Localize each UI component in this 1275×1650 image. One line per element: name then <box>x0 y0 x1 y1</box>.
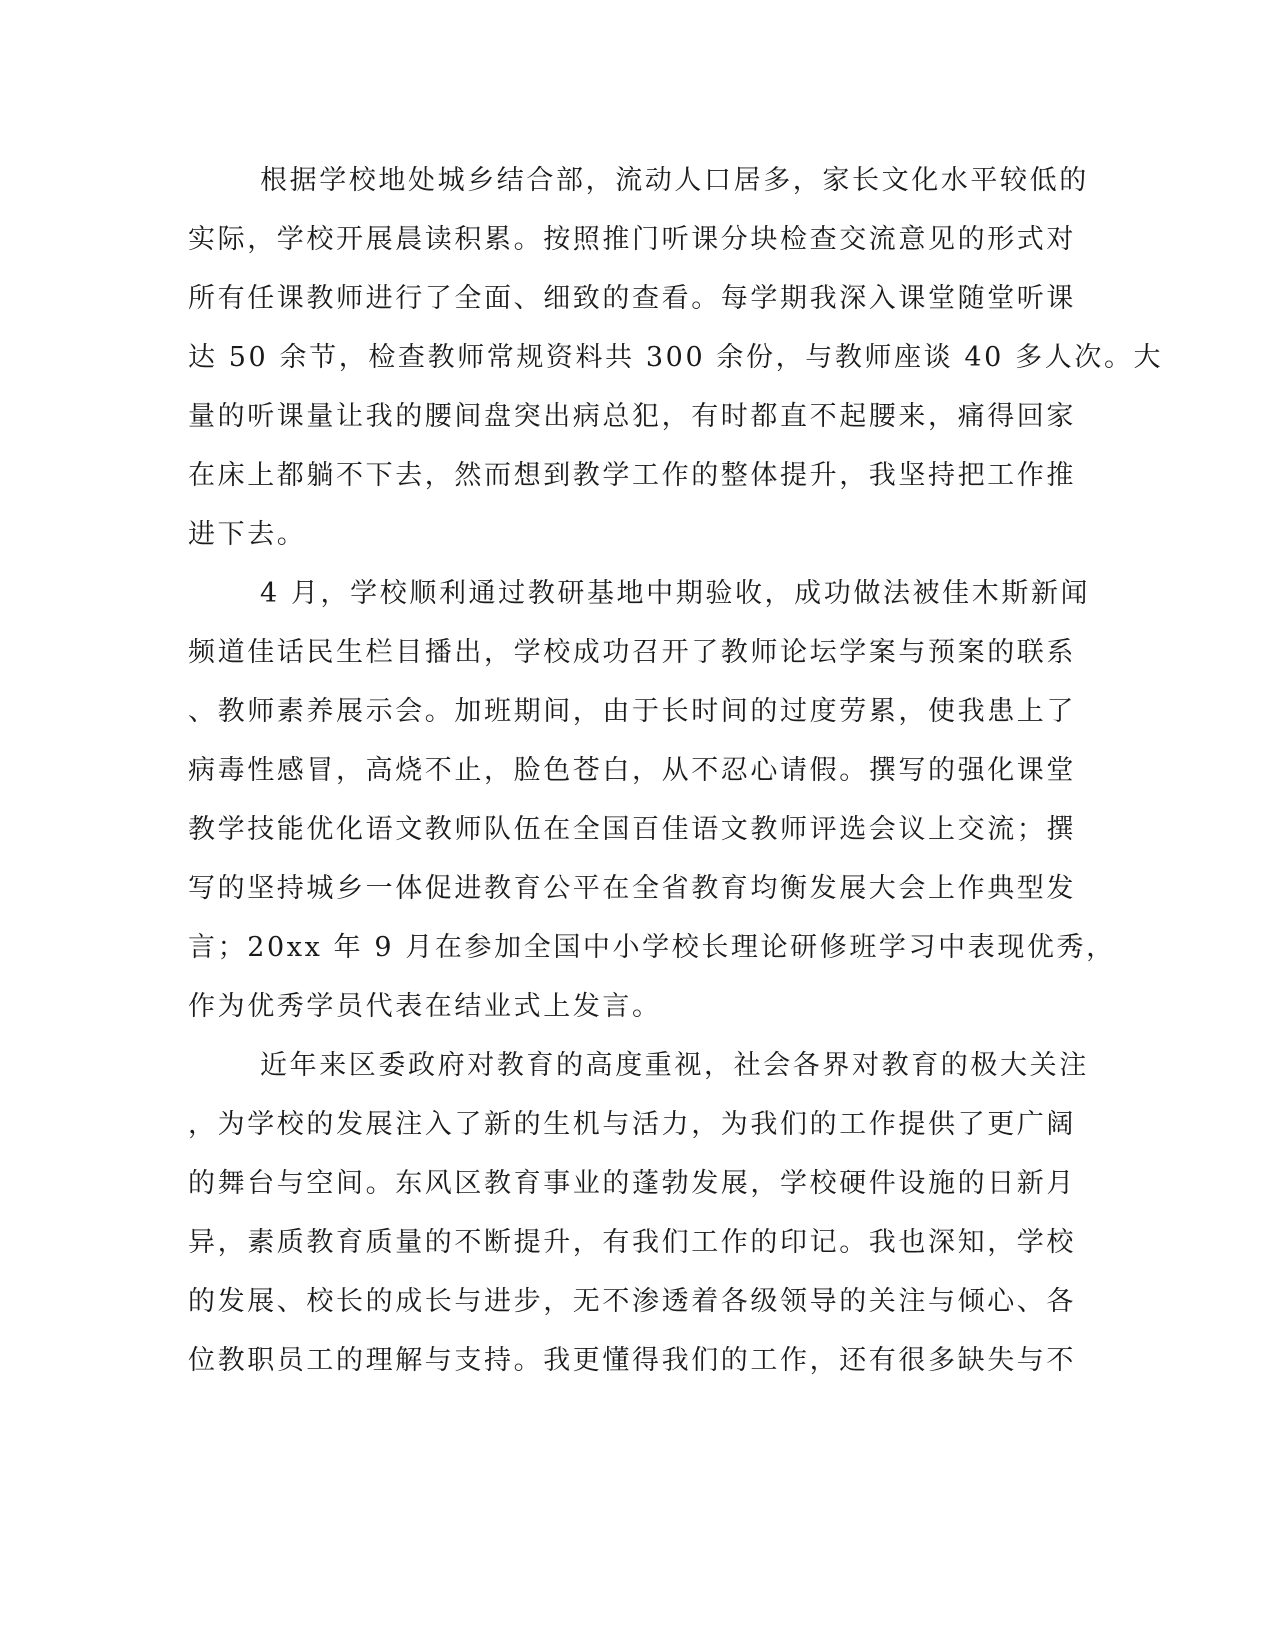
text-line: 近年来区委政府对教育的高度重视，社会各界对教育的极大关注 <box>260 1050 1089 1081</box>
text-line: 位教职员工的理解与支持。我更懂得我们的工作，还有很多缺失与不 <box>188 1345 1076 1376</box>
text-line: 的发展、校长的成长与进步，无不渗透着各级领导的关注与倾心、各 <box>188 1286 1076 1317</box>
text-line: 频道佳话民生栏目播出，学校成功召开了教师论坛学案与预案的联系 <box>188 637 1076 668</box>
text-line: 写的坚持城乡一体促进教育公平在全省教育均衡发展大会上作典型发 <box>188 873 1076 904</box>
text-line: ，为学校的发展注入了新的生机与活力，为我们的工作提供了更广阔 <box>188 1109 1076 1140</box>
text-line: 言；20xx 年 9 月在参加全国中小学校长理论研修班学习中表现优秀， <box>188 932 1116 963</box>
text-line: 进下去。 <box>188 519 307 550</box>
text-line: 、教师素养展示会。加班期间，由于长时间的过度劳累，使我患上了 <box>188 696 1076 727</box>
text-line: 作为优秀学员代表在结业式上发言。 <box>188 991 662 1022</box>
text-line: 达 50 余节，检查教师常规资料共 300 余份，与教师座谈 40 多人次。大 <box>188 342 1164 373</box>
text-line: 实际，学校开展晨读积累。按照推门听课分块检查交流意见的形式对 <box>188 224 1076 255</box>
text-line: 病毒性感冒，高烧不止，脸色苍白，从不忍心请假。撰写的强化课堂 <box>188 755 1076 786</box>
text-line: 根据学校地处城乡结合部，流动人口居多，家长文化水平较低的 <box>260 165 1089 196</box>
text-line: 量的听课量让我的腰间盘突出病总犯，有时都直不起腰来，痛得回家 <box>188 401 1076 432</box>
text-line: 所有任课教师进行了全面、细致的查看。每学期我深入课堂随堂听课 <box>188 283 1076 314</box>
text-line: 异，素质教育质量的不断提升，有我们工作的印记。我也深知，学校 <box>188 1227 1076 1258</box>
text-line: 教学技能优化语文教师队伍在全国百佳语文教师评选会议上交流；撰 <box>188 814 1076 845</box>
text-line: 4 月，学校顺利通过教研基地中期验收，成功做法被佳木斯新闻 <box>260 578 1091 609</box>
text-line: 的舞台与空间。东风区教育事业的蓬勃发展，学校硬件设施的日新月 <box>188 1168 1076 1199</box>
text-line: 在床上都躺不下去，然而想到教学工作的整体提升，我坚持把工作推 <box>188 460 1076 491</box>
